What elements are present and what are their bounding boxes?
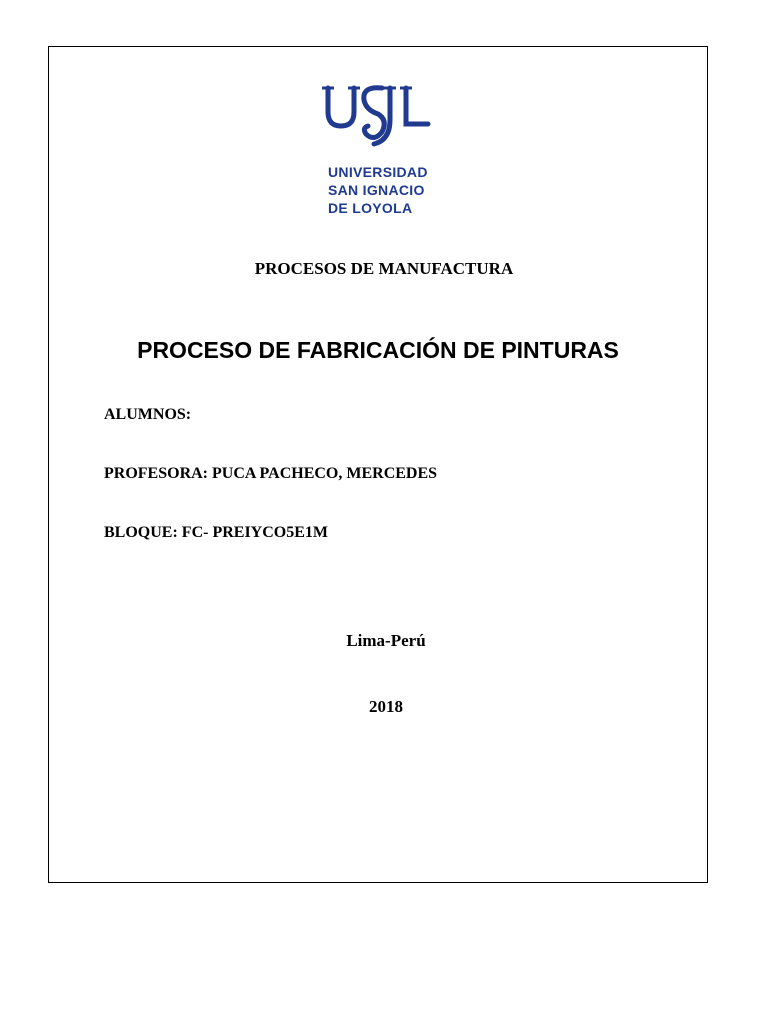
city: Lima-Perú [346,631,426,650]
year: 2018 [369,697,403,716]
students-label: ALUMNOS: [104,406,192,423]
university-logo [322,80,442,220]
logo-line-1: UNIVERSIDAD [328,164,428,180]
block-line: BLOQUE: FC- PREIYCO5E1M [104,524,328,541]
document-title: PROCESO DE FABRICACIÓN DE PINTURAS [137,337,619,363]
course-name: PROCESOS DE MANUFACTURA [254,259,514,278]
logo-line-3: DE LOYOLA [328,200,413,216]
usil-emblem-icon [322,80,442,160]
logo-line-2: SAN IGNACIO [328,182,425,198]
teacher-line: PROFESORA: PUCA PACHECO, MERCEDES [104,465,438,482]
